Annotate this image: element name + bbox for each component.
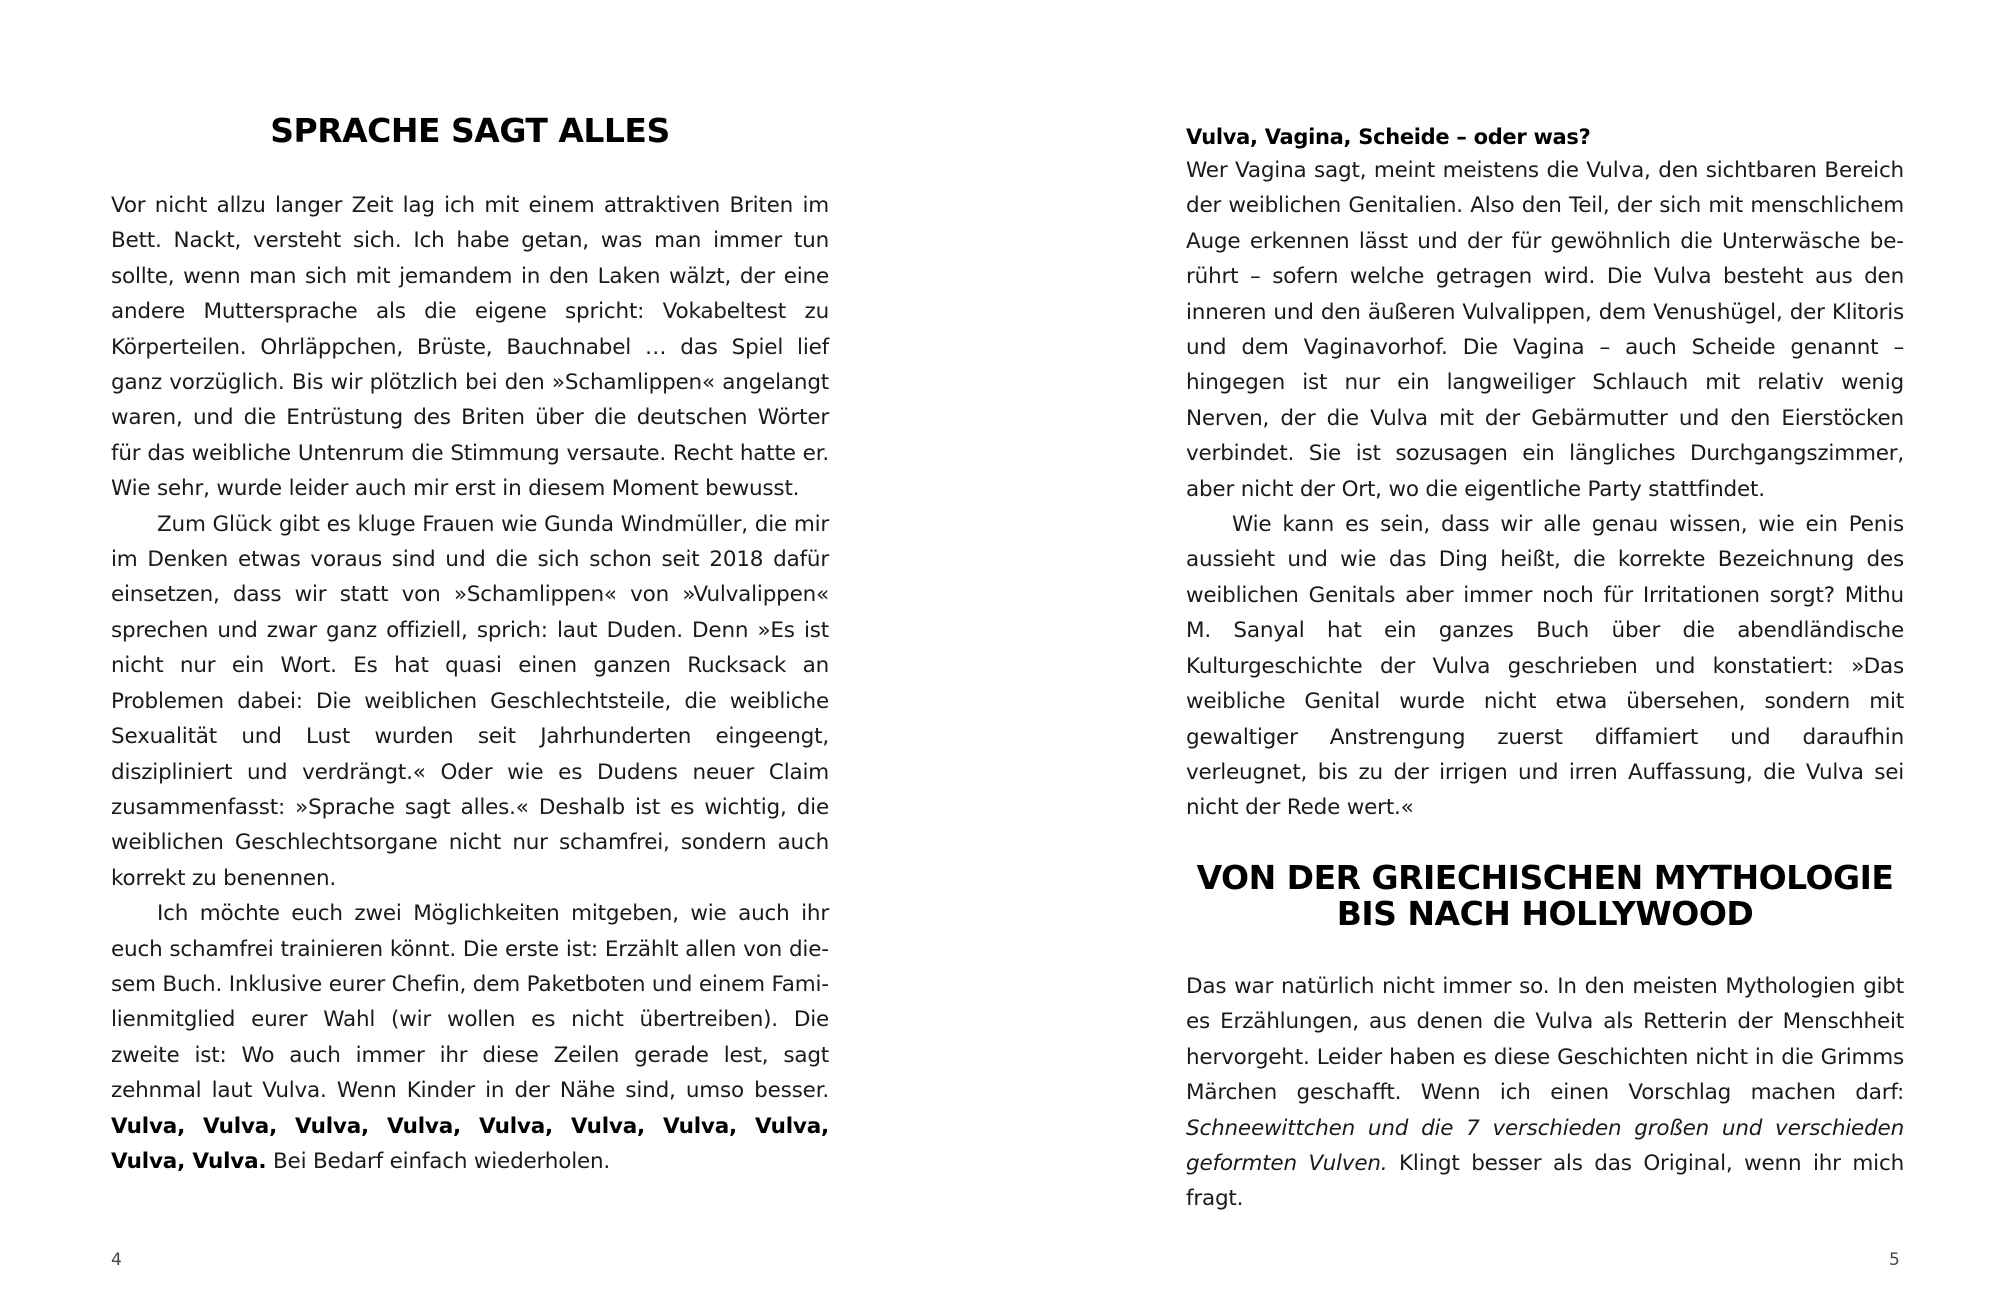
paragraph-1: Vor nicht allzu langer Zeit lag ich mit einem attraktiven Briten im Bett. Nackt, versteht sich. Ich habe getan, was man immer tun sollte, wenn man sich mit jemandem in den Laken wälzt, der eine andere Muttersprache als die eigene spricht: Vokabeltest zu Körperteilen. Ohrläppchen, Brüste, Bauchnabel … das Spiel lief ganz vorzüglich. Bis wir plötzlich bei den »Schamlippen« angelangt waren, und die Entrüstung des Briten über die deutschen Wörter für das weibliche Untenrum die Stimmung versaute. Recht hatte er. Wie sehr, wurde leider auch mir erst in diesem Moment bewusst. <box>111 193 829 502</box>
left-body-text <box>111 188 829 1179</box>
paragraph-2: Zum Glück gibt es kluge Frauen wie Gunda Windmüller, die mir im Denken etwas voraus sind und die sich schon seit 2018 dafür einsetzen, dass wir statt von »Schamlippen« von »Vulvalippen« sprechen und zwar ganz offiziell, sprich: laut Duden. Denn »Es ist nicht nur ein Wort. Es hat quasi einen ganzen Rucksack an Problemen dabei: Die weiblichen Geschlechtsteile, die weibliche Sexualität und Lust wurden seit Jahrhunderten eingeengt, diszipliniert und verdrängt.« Oder wie es Dudens neuer Claim zusammenfasst: »Sprache sagt alles.« Deshalb ist es wichtig, die weiblichen Geschlechtsorgane nicht nur schamfrei, sondern auch korrekt zu benennen. <box>111 511 829 891</box>
right-page <box>1000 0 2000 1308</box>
chapter-heading-right <box>1186 860 1904 932</box>
paragraph-6 <box>1186 969 1904 1217</box>
paragraph-6-text-a: Das war natürlich nicht immer so. In den meisten Mythologien gibt es Erzählungen, aus denen die Vulva als Retterin der Menschheit hervorgeht. Leider haben es diese Geschichten nicht in die Grimms Märchen geschafft. Wenn ich einen Vorschlag machen darf: <box>1186 974 1904 1106</box>
paragraph-6-text-b: Klingt besser als das Original, wenn ihr mich fragt. <box>1186 1151 1904 1212</box>
paragraph-4: Wer Vagina sagt, meint meistens die Vulva, den sichtbaren Bereich der weiblichen Genitalien. Also den Teil, der sich mit menschlichem Auge erkennen lässt und der für gewöhnlich die Unterwäsche berührt – sofern welche getragen wird. Die Vulva besteht aus den inneren und den äußeren Vulvalippen, dem Venushügel, der Klitoris und dem Vaginavorhof. Die Vagina – auch Scheide genannt – hingegen ist nur ein langweiliger Schlauch mit relativ wenig Nerven, der die Vulva mit der Gebärmutter und den Eierstöcken verbindet. Sie ist sozusagen ein längliches Durchgangszimmer, aber nicht der Ort, wo die eigentliche Party stattfindet. <box>1186 158 1904 502</box>
chapter-heading-right-line-2: BIS NACH HOLLYWOOD <box>1336 894 1754 933</box>
right-body-text-2 <box>1186 969 1904 1217</box>
book-title-italic: Schneewittchen und die 7 verschieden großen und verschieden geformten Vulven. <box>1186 1115 1904 1177</box>
page-number-right: 5 <box>1889 1250 1900 1270</box>
paragraph-3-text-b: Bei Bedarf einfach wiederholen. <box>266 1148 611 1174</box>
vulva-repetition-bold: Vulva, Vulva, Vulva, Vulva, Vulva, Vulva, Vulva, Vulva, Vulva, Vulva. <box>111 1113 829 1174</box>
chapter-heading-right-line-1: VON DER GRIECHISCHEN MYTHOLOGIE <box>1196 858 1894 897</box>
right-body-text-1 <box>1186 153 1904 826</box>
page-number-left: 4 <box>111 1250 122 1270</box>
paragraph-3 <box>111 896 829 1179</box>
section-subheading: Vulva, Vagina, Scheide – oder was? <box>1186 125 1591 149</box>
paragraph-5: Wie kann es sein, dass wir alle genau wissen, wie ein Penis aussieht und wie das Ding heißt, die korrekte Bezeichnung des weiblichen Genitals aber immer noch für Irritationen sorgt? Mithu M. Sanyal hat ein ganzes Buch über die abendländische Kulturgeschichte der Vulva geschrieben und konstatiert: »Das weibliche Genital wurde nicht etwa übersehen, sondern mit gewaltiger Anstrengung zuerst diffamiert und daraufhin verleugnet, bis zu der irrigen und irren Auffassung, die Vulva sei nicht der Rede wert.« <box>1186 512 1904 821</box>
paragraph-3-text-a: Ich möchte euch zwei Möglichkeiten mitgeben, wie auch ihr euch schamfrei trainieren könnt. Die erste ist: Erzählt allen von diesem Buch. Inklusive eurer Chefin, dem Paketboten und einem Familienmitglied eurer Wahl (wir wollen es nicht übertreiben). Die zweite ist: Wo auch immer ihr diese Zeilen gerade lest, sagt zehnmal laut Vulva. Wenn Kinder in der Nähe sind, umso besser. <box>111 901 829 1104</box>
chapter-heading-left: SPRACHE SAGT ALLES <box>270 111 670 150</box>
